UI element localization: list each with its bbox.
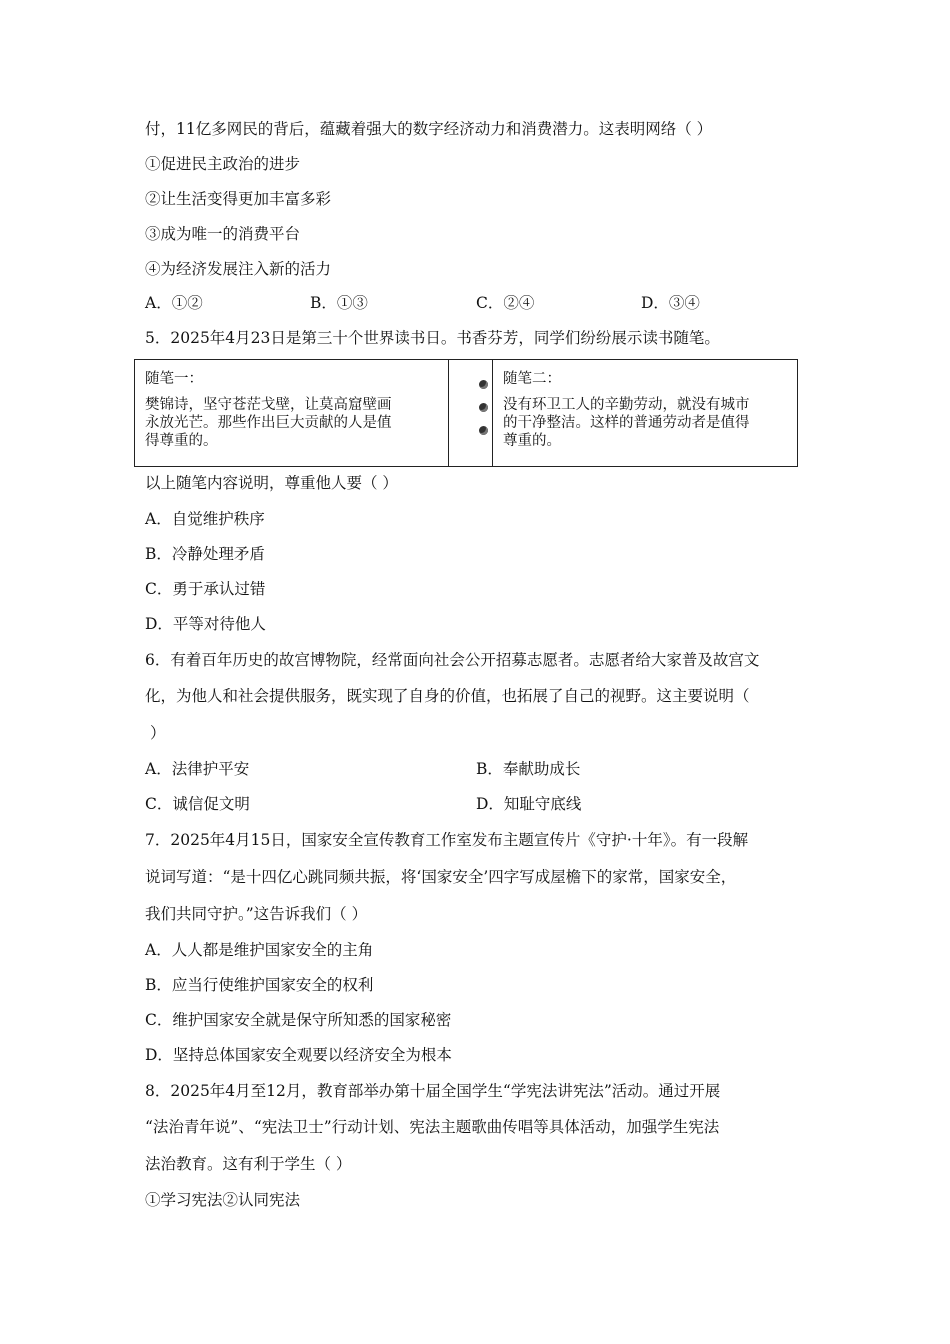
q7-stem-line-2: 说词写道：“是十四亿心跳同频共振，将‘国家安全’四字写成屋檐下的家常，国家安全，: [145, 868, 737, 886]
memo-one-line-3: 得尊重的。: [145, 433, 218, 449]
binder-ring-icon: [479, 403, 488, 412]
q4-option-d[interactable]: D．③④: [641, 294, 700, 312]
q7-option-c[interactable]: C．维护国家安全就是保守所知悉的国家秘密: [145, 1011, 452, 1029]
q4-option-a[interactable]: A．①②: [145, 294, 203, 312]
q4-item-1: ①促进民主政治的进步: [145, 155, 301, 173]
q4-option-b[interactable]: B．①③: [310, 294, 368, 312]
q7-stem-line-3: 我们共同守护。”这告诉我们（ ）: [145, 905, 368, 923]
notebook-binding: [449, 360, 493, 466]
q5-option-c[interactable]: C．勇于承认过错: [145, 580, 266, 598]
q5-stem: 5．2025年4月23日是第三十个世界读书日。书香芬芳，同学们纷纷展示读书随笔。: [145, 329, 720, 347]
q6-stem-line-3: ）: [150, 724, 166, 742]
memo-two-line-1: 没有环卫工人的辛勤劳动，就没有城市: [503, 397, 750, 413]
q5-question: 以上随笔内容说明，尊重他人要（ ）: [145, 474, 398, 492]
memo-one: [135, 360, 449, 466]
memo-two-line-3: 尊重的。: [503, 433, 561, 449]
memo-two-title: 随笔二：: [503, 371, 561, 387]
q6-option-d[interactable]: D．知耻守底线: [476, 795, 582, 813]
memo-one-line-2: 永放光芒。那些作出巨大贡献的人是值: [145, 415, 392, 431]
memo-two-line-2: 的干净整洁。这样的普通劳动者是值得: [503, 415, 750, 431]
memo-one-line-1: 樊锦诗，坚守苍茫戈壁，让莫高窟壁画: [145, 397, 392, 413]
q7-option-a[interactable]: A．人人都是维护国家安全的主角: [145, 941, 374, 959]
q4-option-c[interactable]: C．②④: [476, 294, 535, 312]
q5-option-d[interactable]: D．平等对待他人: [145, 615, 266, 633]
q5-option-b[interactable]: B．冷静处理矛盾: [145, 545, 265, 563]
q4-item-4: ④为经济发展注入新的活力: [145, 260, 332, 278]
reading-notes-table: [134, 359, 798, 467]
q8-item-1: ①学习宪法②认同宪法: [145, 1191, 301, 1209]
q6-option-a[interactable]: A．法律护平安: [145, 760, 250, 778]
q8-stem-line-2: “法治青年说”、“宪法卫士”行动计划、宪法主题歌曲传唱等具体活动，加强学生宪法: [145, 1118, 720, 1136]
q6-option-b[interactable]: B．奉献助成长: [476, 760, 581, 778]
q7-option-b[interactable]: B．应当行使维护国家安全的权利: [145, 976, 374, 994]
binder-ring-icon: [479, 426, 488, 435]
memo-one-title: 随笔一：: [145, 371, 203, 387]
binder-ring-icon: [479, 380, 488, 389]
q8-stem-line-1: 8．2025年4月至12月，教育部举办第十届全国学生“学宪法讲宪法”活动。通过开展: [145, 1082, 721, 1100]
q7-stem-line-1: 7．2025年4月15日，国家安全宣传教育工作室发布主题宣传片《守护·十年》。有一段解: [145, 831, 749, 849]
q4-stem: 付，11亿多网民的背后，蕴藏着强大的数字经济动力和消费潜力。这表明网络（ ）: [145, 120, 713, 138]
q4-item-2: ②让生活变得更加丰富多彩: [145, 190, 332, 208]
memo-two: [493, 360, 797, 466]
q6-stem-line-2: 化，为他人和社会提供服务，既实现了自身的价值，也拓展了自己的视野。这主要说明（: [145, 687, 750, 705]
q8-stem-line-3: 法治教育。这有利于学生（ ）: [145, 1155, 352, 1173]
q5-option-a[interactable]: A．自觉维护秩序: [145, 510, 265, 528]
q7-option-d[interactable]: D．坚持总体国家安全观要以经济安全为根本: [145, 1046, 452, 1064]
q6-stem-line-1: 6．有着百年历史的故宫博物院，经常面向社会公开招募志愿者。志愿者给大家普及故宫文: [145, 651, 760, 669]
q4-item-3: ③成为唯一的消费平台: [145, 225, 301, 243]
q6-option-c[interactable]: C．诚信促文明: [145, 795, 250, 813]
